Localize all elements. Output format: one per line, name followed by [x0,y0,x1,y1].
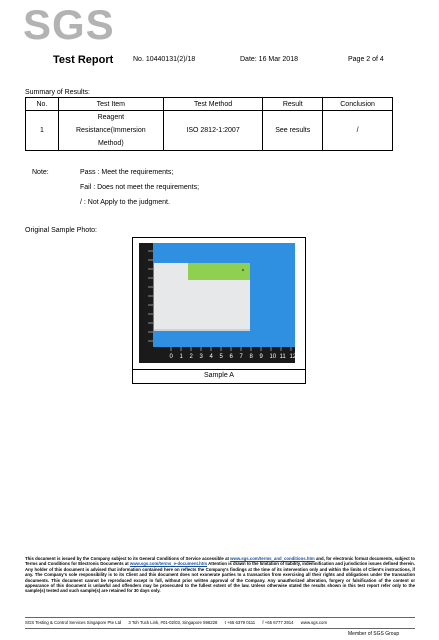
ruler-number: 12 [289,354,297,360]
footer-divider [25,628,415,629]
table-row [26,111,393,151]
disclaimer-text: This document is issued by the Company subject to its General Conditions of Service accessible at [25,556,231,561]
e-document-terms-link[interactable]: www.sgs.com/terms_e-document.htm [129,561,208,567]
ruler-number: 2 [189,354,193,360]
legal-disclaimer [25,556,415,594]
footer-street: 3 Toh Tuck Link, #01-02/03, Singapore 596228 [128,620,218,625]
member-of-group: Member of SGS Group [348,631,400,637]
column-header-test-item: Test Item [58,98,163,111]
note-fail: Fail : Does not meet the requirements; [80,184,200,191]
sample-photo [139,243,295,363]
vertical-ruler [139,243,153,363]
terms-link[interactable]: www.sgs.com/terms_and_conditions.htm [230,556,315,561]
column-header-result: Result [263,98,323,111]
disclaimer-text: Attention is drawn to the limitation of liability, indemnification and jurisdiction issues defined therein. Any holder of this document is advised that information contained here on reflects the Company's findings at the time of its intervention only and within the limits of Client's instructions, if any. The Company's sole responsibility is to its Client and this document does not exonerate parties to a transaction from exercising all their rights and obligations under the transaction documents. This document cannot be reproduced except in full, without prior written approval of the Company. Any unauthorized alteration, forgery or falsification of the content or appearance of this document is unlawful and offenders may be prosecuted to the fullest extent of the law. [25,561,416,589]
ruler-number: 1 [179,354,183,360]
column-header-conclusion: Conclusion [323,98,393,111]
footer-phone: t +65 6379 0111 [224,620,256,625]
disclaimer-text: and, for electronic format documents, subject to Terms and Conditions for Electronic Documents at [25,556,416,567]
page-number: Page 2 of 4 [348,56,384,63]
cell-test-item [58,111,163,151]
sgs-logo-icon [22,1,115,48]
ruler-number: 9 [259,354,263,360]
sample-caption: Sample A [204,372,234,379]
ruler-number: 5 [219,354,223,360]
footer-website[interactable]: www.sgs.com [300,620,328,625]
summary-label: Summary of Results: [25,89,90,96]
footer-divider [25,617,415,618]
page-title: Test Report [53,54,114,66]
cell-result: See results [263,111,323,151]
report-number: No. 10440131(2)/18 [133,56,196,63]
results-table [25,97,393,151]
footer-fax: f +65 6777 2914 [262,620,294,625]
ruler-number: 7 [239,354,243,360]
ruler-number: 10 [269,354,277,360]
disclaimer-text: Unless otherwise stated the results shown in this test report refer only to the sample(s) tested and such sample(s) are retained for 30 days only. [25,583,415,594]
photo-label: Original Sample Photo: [25,227,97,234]
ruler-number: 8 [249,354,253,360]
report-date: Date: 16 Mar 2018 [240,56,298,63]
report-header [0,54,439,68]
sample-green-band [188,263,250,280]
column-header-test-method: Test Method [163,98,263,111]
test-item-line: Reagent [97,114,125,121]
notes-label: Note: [32,169,49,176]
ruler-number: 3 [199,354,203,360]
test-item-line: Resistance(Immersion [76,127,146,134]
ruler-number: 11 [279,354,286,360]
ruler-number: 0 [169,354,173,360]
svg-text:SGS: SGS [23,1,115,48]
column-header-no: No. [26,98,59,111]
table-header-row [26,98,393,111]
cell-test-method: ISO 2812-1:2007 [163,111,263,151]
cell-no: 1 [26,111,59,151]
note-pass: Pass : Meet the requirements; [80,169,174,176]
sgs-logo [22,1,115,48]
cell-conclusion: / [323,111,393,151]
ruler-number: 6 [229,354,233,360]
caption-divider [132,369,306,370]
footer-company: SGS Testing & Control Services Singapore Pte Ltd [25,620,122,625]
footer-address [25,620,333,625]
note-not-apply: / : Not Apply to the judgment. [80,199,170,206]
test-item-line: Method) [97,140,124,147]
sample-photo-image [139,243,295,363]
ruler-number: 4 [209,354,213,360]
